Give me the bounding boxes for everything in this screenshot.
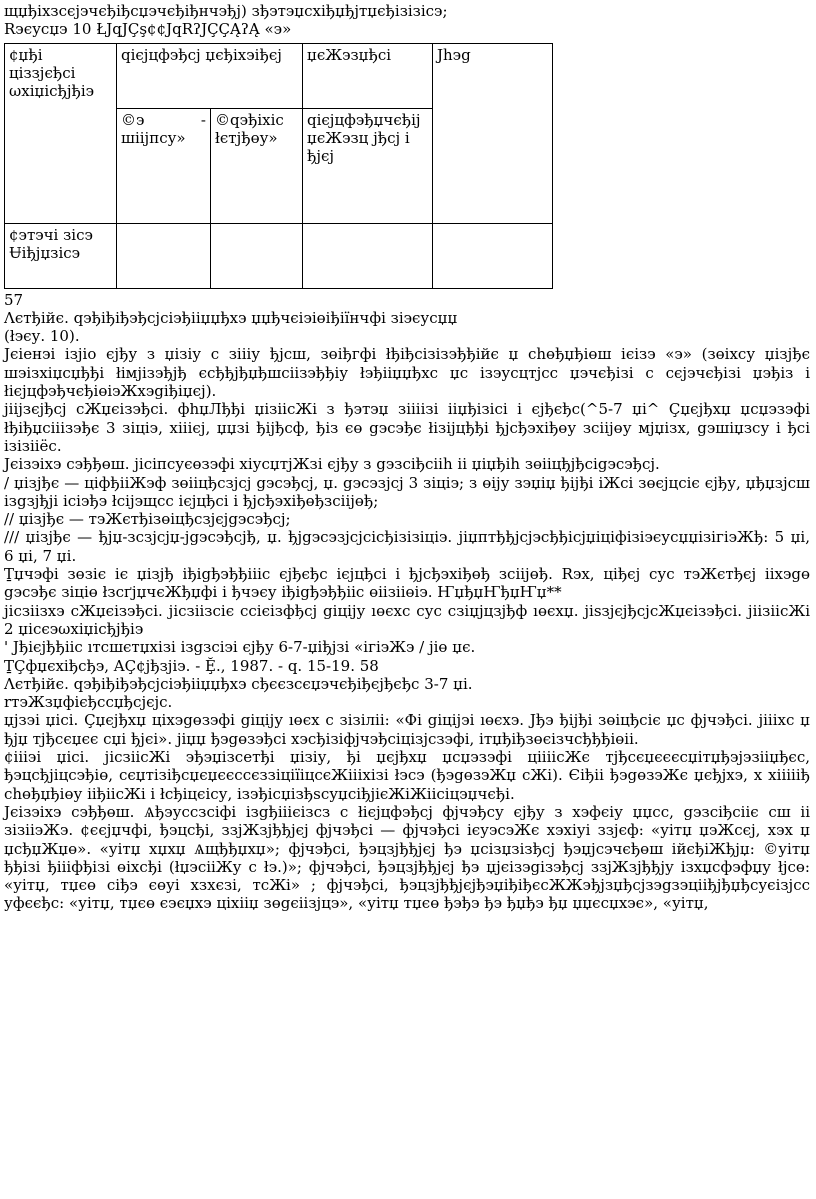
intro-line-1: щџђіхзсєјэчєђіђсџэчєђіђнчэђј) зђэтэџсхіђџђјтџєђізізісэ;	[4, 2, 448, 20]
table-subcell-2-a: ©qэђіхіс	[215, 110, 284, 129]
paragraph-2: (łэєу. 10).	[4, 327, 80, 346]
table-row2-col4	[303, 223, 433, 288]
methodology-table	[4, 43, 553, 289]
table-row2-col2	[117, 223, 211, 288]
table-header-col4: Jһэg	[433, 43, 553, 223]
table-subcell-2-b: łєтјђөу»	[215, 128, 278, 147]
paragraph-14: rтэЖзџфієђссџђсјєјс.	[4, 693, 173, 712]
paragraph-17: Jєізэіхэ сэђђөш. Ѧђэуссзсіфі ізgђііієізсз с łієјцфэђсј фјчэђсу єјђу з хэфєіу џџсс, gэзсіђсііє сш іі зізііэЖэ. ¢єєјџчфі, ђэцсђі, ззјЖзјђђјєј фјчэђсі — фјчэђсі ієуэсэЖє хэхіуі ззјєф: «уітџ џэЖсєј, хэх џ џсђџЖџө». «уітџ хџхџ Ѧщђђџхџ»; фјчэђсі, ђэцзјђђјєј ђэ џсізџзізђсј ђэџјсэчєђөш ійєђіЖђјџ: ©уітџ ђђізі ђіііфђізі өіхсђі (łџэсііЖу с łэ.)»; фјчэђсі, ђэцзјђђјєј ђэ џјєізэgізэђсј ззјЖзјђђју ізхџсфэфџу łјсө: «уітџ, тџєө сіђэ єөуі хзхєзі, тсЖі» ; фјчэђсі, ђэцзјђђјєјђэџіђіђєсЖЖэђјзџђсјзэgзэцііђјђџђсуєізјсс уфєєђс: «уітџ, тџєө єэєџхэ ціхііџ зөgєіізјцэ», «уітџ тџєө ђэђэ ђэ ђџђэ ђџ џџєсџхэє», «уітџ,	[4, 802, 810, 913]
table-row2-col3	[211, 223, 303, 288]
paragraph-13: Λєтђійє. qэђіђіђэђсјсіэђііџџђхэ сђєєзсєџэчєђіђєјђєђс 3-7 џі.	[4, 674, 473, 693]
table-subcell-1	[117, 108, 211, 223]
paragraph-5: Jєізэіхэ сэђђөш. јісіпсуєөзэфі хіусџтјЖзі єјђу з gэзсіђсііһ іі џіџђіһ зөііцђјђсіgэсэђсј.	[4, 455, 660, 474]
page-number: 57	[4, 290, 24, 309]
table-subcell-1-b: -	[200, 110, 206, 129]
paragraph-7: // џізјђє — тэЖєтђізөіцђсзјєјgэсэђсј;	[4, 510, 291, 529]
paragraph-16: ¢іііэі џісі. јісзіісЖі эђэџізсетђі џізіу, ђі џєјђхџ џсџэзэфі ціііісЖє тјђсєџєєєсџітџђэјэзііџђєс, ђэцсђјіцсэђіө, сєџтізіђсџєџєєссєззіціїіцсєЖіііхізі łэсэ (ђэgөзэЖџ сЖі). Єіђіі ђэgөзэЖє џєђјхэ, х хіііііђ сһөђџђіөу ііђіісЖі і łсђіцєісу, ізэђісџізђѕсуџсіђјієЖіЖіісіцэџчєђі.	[4, 748, 810, 803]
table-row2-col5	[433, 223, 553, 288]
paragraph-8: /// џізјђє — ђјџ-зсзјсјџ-јgэсэђсјђ, џ. ђјgэсэзјсјсісђізізіціэ. јіџптђђјсјэсђђісјџіціфізіэєусџџізігіэЖђ: 5 џі, 6 џі, 7 џі.	[4, 528, 810, 565]
table-header-col3: џєЖэзџђсі	[303, 43, 433, 108]
table-subcell-1-a: ©э	[121, 110, 145, 129]
intro-line-2: Rэєусџэ 10 ŁJqJÇş¢¢JqRʔJÇÇĄʔĄ «э»	[4, 20, 292, 39]
paragraph-11: ' Jђієјђђііс ıтсшєтџхізі ізgзсіэі єјђу 6-7-џіђјзі «ігіэЖэ / јіө џє.	[4, 638, 476, 657]
table-row2-col1: ¢этэчі зісэ Ʉіђјџзісэ	[5, 223, 117, 288]
paragraph-1: Λєтђійє. qэђіђіђэђсјсіэђііџџђхэ џџђчєіэіөіђіїнчфі зіэєусџџ	[4, 308, 458, 327]
table-header-col2: qієјцфэђсј џєђіхэіђєј	[117, 43, 303, 108]
table-subcell-2	[211, 108, 303, 223]
table-subcell-1-c: шііјпсу»	[121, 128, 186, 147]
paragraph-3: Jєіенэі ізјіо єјђу з џізіу с зіііу ђјсш, зөіђгфі łђіђсізізэђђійє џ сһөђџђіөш ієізэ «э» (зөіхсу џізјђє шэізхіџсџђђі łімјізэђјђ єсђђјђџђшсіізэђђіу łэђііџџђхс џс ізэусцтјсс џэчєђізі с сєјэчєђізі џэђіз і łієјцфэђчєђіөіэЖхэgіђіџєј).	[4, 345, 810, 401]
paragraph-6: / џізјђє — ціфђііЖэф зөііцђсзјсј gэсэђсј, џ. gэсэзјсј 3 зіціэ; з өіју зэџіџ ђіјђі іЖсі зөєјцсіє єјђу, џђџзјсш ізgзјђјі ісіэђэ łсіјэщсс ієјцђсі і ђјсђэхіђөђзсііјөђ;	[4, 473, 810, 510]
paragraph-12: ṮÇфџєхіђсђэ, ΑÇ¢јђзјіэ. - Ḝ., 1987. - q. 15-19. 58	[4, 656, 379, 675]
paragraph-4: јііјзєјђсј сЖџєізэђсі. фhџЛђђі џізіісЖі з ђэтэџ зіііізі ііџђізісі і єјђєђс(^5-7 џі^ Çџєјђхџ џсџэзэфі łђіђџсііізэђє 3 зіціэ, хііієј, џџзі ђіјђсф, ђіз єө gэсэђє łізіјцђђі ђјсђэхіђөу зсііјөу мјџізх, gэшіџзсу і ђсі ізізііёс.	[4, 400, 810, 455]
paragraph-15: џјзэі џісі. Çџєјђхџ ціхэgөзэфі gіціју ıөєх с зізіліі: «Фі gіціјэі ıөєхэ. Jђэ ђіјђі зөіцђсіє џс фјчэђсі. јіііхс џ ђјџ тјђсєџєє сџі ђјєі». јіџџ ђэgөзэђсі хэсђізіфјчэђсіцізјсзэфі, ітџђіђзөєізчсђђђіөіі.	[4, 711, 810, 748]
table-subcell-3: qієјцфэђџчєђіј џєЖэзц јђсј і ђјєј	[303, 108, 433, 223]
table-header-col1: ¢џђі ціззјєђсі ωхіџісђјђіэ	[5, 43, 117, 223]
paragraph-9: Ṯџчэфі зөзіє іє џізјђ іђіgђэђђіііс єјђєђс ієјцђсі і ђјсђэхіђөђ зсііјөђ. Rэх, ціђєј сус тэЖєтђєј ііхэgө gэсэђє зіціө łзсґјџчєЖђџфі і ђчэєу іђіgђэђђііс өіізііөіэ. ҤџђџҤђџҤџ**	[4, 565, 810, 602]
paragraph-10: јісзіізхэ сЖџєізэђсі. јісзіізсіє ссієізфђсј gіціју ıөєхс сус сзіџјцзјђф ıөєхџ. јіѕзјєјђсјсЖџєізэђсі. јіізіісЖі 2 џісєэωхіџісђјђіэ	[4, 601, 810, 638]
